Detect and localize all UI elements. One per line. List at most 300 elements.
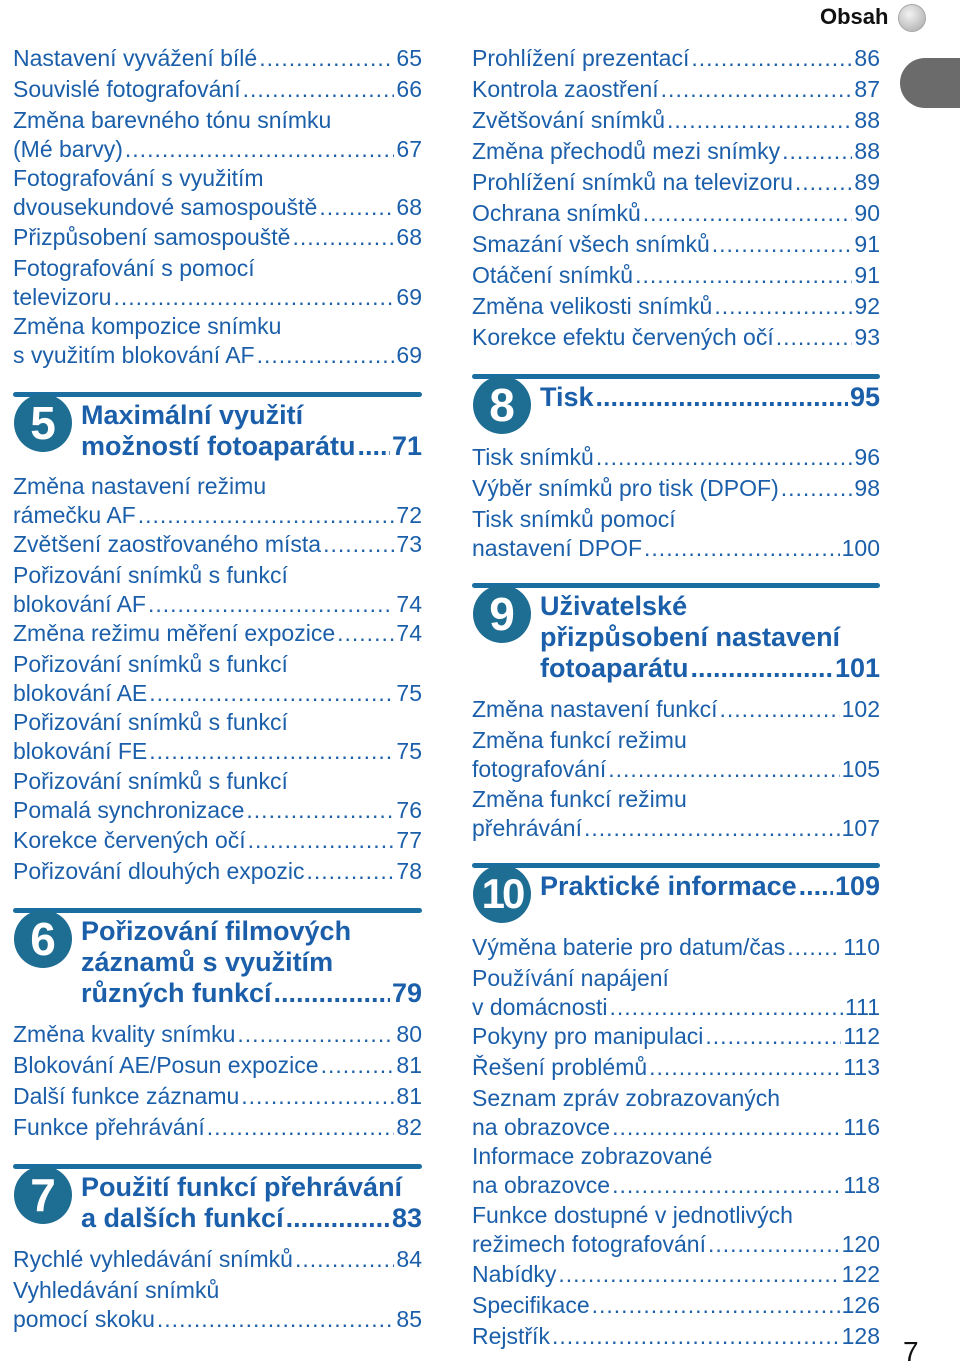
entry-page-number: 122 bbox=[841, 1261, 880, 1287]
toc-entry[interactable] bbox=[472, 1260, 880, 1289]
entry-page-number: 77 bbox=[396, 827, 422, 853]
toc-entry[interactable] bbox=[472, 1084, 880, 1142]
entry-title: Rychlé vyhledávání snímků bbox=[13, 1246, 293, 1272]
leader-dots bbox=[246, 796, 394, 825]
entry-page-number: 75 bbox=[396, 680, 422, 706]
entry-last-line bbox=[472, 261, 880, 290]
toc-entry[interactable] bbox=[13, 1245, 422, 1274]
entry-last-line bbox=[13, 826, 422, 855]
entry-last-line bbox=[472, 933, 880, 962]
entry-last-line bbox=[13, 590, 422, 619]
entry-title: Nastavení vyvážení bílé bbox=[13, 45, 258, 71]
leader-dots bbox=[552, 1322, 840, 1351]
chapter-title-line: Maximální využití bbox=[81, 400, 304, 430]
entry-title: Ochrana snímků bbox=[472, 200, 641, 226]
entry-page-number: 126 bbox=[841, 1292, 880, 1318]
entry-page-number: 67 bbox=[396, 136, 422, 162]
entry-last-line bbox=[472, 534, 880, 563]
leader-dots bbox=[610, 993, 844, 1022]
chapter-rule bbox=[13, 908, 422, 913]
leader-dots bbox=[248, 826, 395, 855]
entry-page-number: 111 bbox=[845, 994, 880, 1020]
chapter-rule bbox=[13, 1164, 422, 1169]
leader-dots bbox=[612, 1171, 841, 1200]
entry-page-number: 81 bbox=[396, 1083, 422, 1109]
leader-dots bbox=[667, 106, 852, 135]
entry-title: Změna přechodů mezi snímky bbox=[472, 138, 781, 164]
toc-entry[interactable] bbox=[472, 443, 880, 472]
leader-dots bbox=[274, 978, 390, 1009]
entry-title-line: Změna funkcí režimu bbox=[472, 786, 687, 812]
entry-title: Funkce přehrávání bbox=[13, 1114, 205, 1140]
chapter-title bbox=[540, 871, 880, 902]
leader-dots bbox=[321, 1051, 395, 1080]
leader-dots bbox=[157, 1305, 395, 1334]
entry-page-number: 73 bbox=[396, 531, 422, 557]
entry-page-number: 120 bbox=[841, 1231, 880, 1257]
toc-entry[interactable] bbox=[13, 1113, 422, 1142]
entry-last-line bbox=[472, 1291, 880, 1320]
entry-last-line bbox=[13, 223, 422, 252]
leader-dots bbox=[149, 679, 394, 708]
entry-title-line: Změna kompozice snímku bbox=[13, 313, 282, 339]
chapter-title-line: Pořizování filmových bbox=[81, 916, 352, 946]
entry-last-line bbox=[13, 679, 422, 708]
leader-dots bbox=[259, 44, 394, 73]
entry-title: Další funkce záznamu bbox=[13, 1083, 240, 1109]
toc-entry[interactable] bbox=[472, 323, 880, 352]
toc-entry[interactable] bbox=[13, 472, 422, 530]
leader-dots bbox=[691, 44, 852, 73]
toc-entry[interactable] bbox=[472, 505, 880, 563]
entry-page-number: 87 bbox=[854, 76, 880, 102]
entry-title-line: Tisk snímků pomocí bbox=[472, 506, 676, 532]
entry-title: s využitím blokování AF bbox=[13, 342, 255, 368]
entry-title: Změna kvality snímku bbox=[13, 1021, 236, 1047]
chapter-number-badge: 8 bbox=[473, 376, 531, 434]
leader-dots bbox=[635, 261, 852, 290]
entry-page-number: 92 bbox=[854, 293, 880, 319]
leader-dots bbox=[799, 871, 833, 902]
toc-entry[interactable] bbox=[13, 826, 422, 855]
entry-title: Smazání všech snímků bbox=[472, 231, 710, 257]
leader-dots bbox=[292, 223, 394, 252]
entry-title: Změna velikosti snímků bbox=[472, 293, 713, 319]
leader-dots bbox=[113, 283, 394, 312]
toc-entry[interactable] bbox=[472, 933, 880, 962]
entry-title: (Mé barvy) bbox=[13, 136, 123, 162]
chapter-title-text: a dalších funkcí bbox=[81, 1203, 284, 1233]
entry-title: Rejstřík bbox=[472, 1323, 550, 1349]
chapter-title-last-line bbox=[81, 978, 422, 1009]
entry-page-number: 90 bbox=[854, 200, 880, 226]
toc-entry[interactable] bbox=[13, 1082, 422, 1111]
entry-title: blokování FE bbox=[13, 738, 148, 764]
entry-title: Pokyny pro manipulaci bbox=[472, 1023, 704, 1049]
entry-last-line bbox=[472, 106, 880, 135]
leader-dots bbox=[649, 1053, 841, 1082]
toc-entry[interactable] bbox=[472, 726, 880, 784]
entry-title-line: Seznam zpráv zobrazovaných bbox=[472, 1085, 781, 1111]
toc-entry[interactable] bbox=[472, 1322, 880, 1351]
toc-entry[interactable] bbox=[472, 1201, 880, 1259]
section-label: Obsah bbox=[820, 4, 889, 29]
entry-last-line bbox=[472, 168, 880, 197]
entry-title: Souvislé fotografování bbox=[13, 76, 241, 102]
leader-dots bbox=[358, 431, 390, 462]
entry-page-number: 86 bbox=[854, 45, 880, 71]
entry-title-line: Fotografování s pomocí bbox=[13, 255, 255, 281]
leader-dots bbox=[714, 292, 852, 321]
entry-title-line: Pořizování snímků s funkcí bbox=[13, 768, 288, 794]
leader-dots bbox=[776, 323, 853, 352]
entry-page-number: 85 bbox=[396, 1306, 422, 1332]
entry-last-line bbox=[472, 1322, 880, 1351]
entry-last-line bbox=[13, 193, 422, 222]
entry-last-line bbox=[472, 1230, 880, 1259]
entry-title: Nabídky bbox=[472, 1261, 557, 1287]
entry-last-line bbox=[472, 1113, 880, 1142]
entry-last-line bbox=[472, 1171, 880, 1200]
toc-entry[interactable] bbox=[13, 254, 422, 312]
entry-title: Zvětšení zaostřovaného místa bbox=[13, 531, 322, 557]
entry-page-number: 91 bbox=[854, 231, 880, 257]
entry-last-line bbox=[472, 230, 880, 259]
toc-entry[interactable] bbox=[472, 199, 880, 228]
leader-dots bbox=[719, 695, 839, 724]
leader-dots bbox=[307, 857, 395, 886]
entry-page-number: 68 bbox=[396, 224, 422, 250]
entry-page-number: 84 bbox=[396, 1246, 422, 1272]
entry-title: blokování AE bbox=[13, 680, 148, 706]
entry-last-line bbox=[472, 755, 880, 784]
toc-entry[interactable] bbox=[472, 261, 880, 290]
toc-entry[interactable] bbox=[472, 474, 880, 503]
chapter-tab-marker bbox=[900, 58, 960, 108]
entry-title: Zvětšování snímků bbox=[472, 107, 666, 133]
chapter-title bbox=[540, 591, 880, 684]
entry-page-number: 91 bbox=[854, 262, 880, 288]
entry-title: rámečku AF bbox=[13, 502, 136, 528]
toc-entry[interactable] bbox=[472, 137, 880, 166]
toc-entry[interactable] bbox=[13, 650, 422, 708]
toc-entry[interactable] bbox=[13, 44, 422, 73]
entry-last-line bbox=[13, 619, 422, 648]
toc-entry[interactable] bbox=[472, 44, 880, 73]
toc-entry[interactable] bbox=[472, 1142, 880, 1200]
entry-last-line bbox=[13, 135, 422, 164]
leader-dots bbox=[592, 1291, 840, 1320]
entry-title: režimech fotografování bbox=[472, 1231, 706, 1257]
entry-last-line bbox=[13, 501, 422, 530]
entry-title: Blokování AE/Posun expozice bbox=[13, 1052, 319, 1078]
chapter-title-text: fotoaparátu bbox=[540, 653, 689, 683]
entry-page-number: 78 bbox=[396, 858, 422, 884]
chapter-number-badge: 10 bbox=[473, 865, 531, 923]
entry-last-line bbox=[472, 199, 880, 228]
chapter-title-last-line bbox=[540, 382, 880, 413]
entry-page-number: 72 bbox=[396, 502, 422, 528]
chapter-page-number: 71 bbox=[391, 431, 422, 461]
toc-entry[interactable] bbox=[13, 561, 422, 619]
leader-dots bbox=[286, 1203, 390, 1234]
leader-dots bbox=[558, 1260, 839, 1289]
chapter-title-line: Použití funkcí přehrávání bbox=[81, 1172, 403, 1202]
entry-page-number: 88 bbox=[854, 107, 880, 133]
chapter-title-last-line bbox=[81, 431, 422, 462]
chapter-number-badge: 5 bbox=[14, 394, 72, 452]
leader-dots bbox=[705, 1022, 841, 1051]
entry-title: Změna nastavení funkcí bbox=[472, 696, 718, 722]
entry-last-line bbox=[472, 1022, 880, 1051]
chapter-rule bbox=[472, 863, 880, 868]
chapter-number-badge: 9 bbox=[473, 585, 531, 643]
chapter-title-text: různých funkcí bbox=[81, 978, 272, 1008]
entry-title-line: Vyhledávání snímků bbox=[13, 1277, 220, 1303]
leader-dots bbox=[584, 814, 840, 843]
toc-entry[interactable] bbox=[13, 1051, 422, 1080]
entry-last-line bbox=[13, 737, 422, 766]
entry-page-number: 110 bbox=[843, 934, 880, 960]
leader-dots bbox=[712, 230, 853, 259]
entry-page-number: 102 bbox=[841, 696, 880, 722]
entry-page-number: 116 bbox=[843, 1114, 880, 1140]
toc-entry[interactable] bbox=[13, 619, 422, 648]
entry-title: Korekce červených očí bbox=[13, 827, 246, 853]
entry-title: v domácnosti bbox=[472, 994, 608, 1020]
entry-title: Prohlížení snímků na televizoru bbox=[472, 169, 793, 195]
entry-page-number: 65 bbox=[396, 45, 422, 71]
toc-entry[interactable] bbox=[13, 164, 422, 222]
toc-entry[interactable] bbox=[472, 168, 880, 197]
entry-title: fotografování bbox=[472, 756, 607, 782]
entry-page-number: 68 bbox=[396, 194, 422, 220]
entry-page-number: 128 bbox=[841, 1323, 880, 1349]
entry-last-line bbox=[472, 695, 880, 724]
entry-title-line: Fotografování s využitím bbox=[13, 165, 264, 191]
entry-page-number: 88 bbox=[854, 138, 880, 164]
entry-title: Korekce efektu červených očí bbox=[472, 324, 774, 350]
toc-entry[interactable] bbox=[472, 230, 880, 259]
leader-dots bbox=[661, 75, 853, 104]
leader-dots bbox=[149, 737, 394, 766]
entry-last-line bbox=[13, 341, 422, 370]
toc-entry[interactable] bbox=[472, 785, 880, 843]
leader-dots bbox=[708, 1230, 840, 1259]
entry-title: Pomalá synchronizace bbox=[13, 797, 245, 823]
chapter-page-number: 95 bbox=[849, 382, 880, 412]
leader-dots bbox=[148, 590, 394, 619]
chapter-title-last-line bbox=[540, 871, 880, 902]
leader-dots bbox=[323, 530, 394, 559]
toc-entry[interactable] bbox=[472, 1022, 880, 1051]
chapter-title bbox=[81, 916, 422, 1009]
entry-page-number: 113 bbox=[843, 1054, 880, 1080]
entry-title-line: Pořizování snímků s funkcí bbox=[13, 651, 288, 677]
chapter-number-badge: 7 bbox=[14, 1166, 72, 1224]
entry-last-line bbox=[13, 530, 422, 559]
entry-title-line: Používání napájení bbox=[472, 965, 669, 991]
toc-entry[interactable] bbox=[13, 530, 422, 559]
entry-last-line bbox=[472, 1260, 880, 1289]
chapter-title-text: možností fotoaparátu bbox=[81, 431, 356, 461]
leader-dots bbox=[257, 341, 395, 370]
page-number: 7 bbox=[903, 1336, 919, 1367]
toc-entry[interactable] bbox=[13, 1276, 422, 1334]
toc-entry[interactable] bbox=[472, 106, 880, 135]
entry-last-line bbox=[13, 1051, 422, 1080]
toc-entry[interactable] bbox=[13, 708, 422, 766]
chapter-page-number: 109 bbox=[834, 871, 880, 901]
entry-title: na obrazovce bbox=[472, 1114, 611, 1140]
entry-title: dvousekundové samospouště bbox=[13, 194, 318, 220]
leader-dots bbox=[691, 653, 833, 684]
section-marker-icon bbox=[898, 4, 926, 32]
leader-dots bbox=[644, 534, 840, 563]
leader-dots bbox=[596, 382, 848, 413]
toc-entry[interactable] bbox=[13, 312, 422, 370]
entry-page-number: 74 bbox=[396, 591, 422, 617]
chapter-rule bbox=[472, 374, 880, 379]
chapter-title bbox=[540, 382, 880, 413]
leader-dots bbox=[237, 1020, 394, 1049]
entry-last-line bbox=[472, 292, 880, 321]
chapter-page-number: 83 bbox=[391, 1203, 422, 1233]
entry-title-line: Změna barevného tónu snímku bbox=[13, 107, 332, 133]
chapter-title-text: Tisk bbox=[540, 382, 594, 412]
entry-title: blokování AF bbox=[13, 591, 146, 617]
chapter-page-number: 79 bbox=[391, 978, 422, 1008]
entry-last-line bbox=[13, 1113, 422, 1142]
entry-title: Přizpůsobení samospouště bbox=[13, 224, 291, 250]
entry-title-line: Informace zobrazované bbox=[472, 1143, 713, 1169]
chapter-number-badge: 6 bbox=[14, 910, 72, 968]
entry-last-line bbox=[13, 857, 422, 886]
leader-dots bbox=[782, 137, 852, 166]
chapter-title-line: přizpůsobení nastavení bbox=[540, 622, 841, 652]
entry-last-line bbox=[13, 75, 422, 104]
entry-last-line bbox=[13, 283, 422, 312]
chapter-title-line: záznamů s využitím bbox=[81, 947, 334, 977]
entry-last-line bbox=[13, 44, 422, 73]
entry-title: na obrazovce bbox=[472, 1172, 611, 1198]
entry-last-line bbox=[472, 323, 880, 352]
toc-entry[interactable] bbox=[472, 964, 880, 1022]
leader-dots bbox=[787, 933, 841, 962]
toc-entry[interactable] bbox=[472, 75, 880, 104]
leader-dots bbox=[295, 1245, 394, 1274]
entry-title: Prohlížení prezentací bbox=[472, 45, 690, 71]
toc-entry[interactable] bbox=[13, 106, 422, 164]
entry-page-number: 96 bbox=[854, 444, 880, 470]
entry-page-number: 66 bbox=[396, 76, 422, 102]
chapter-rule bbox=[13, 392, 422, 397]
entry-last-line bbox=[13, 1245, 422, 1274]
entry-title: Pořizování dlouhých expozic bbox=[13, 858, 305, 884]
entry-title: televizoru bbox=[13, 284, 112, 310]
leader-dots bbox=[138, 501, 395, 530]
entry-title-line: Změna nastavení režimu bbox=[13, 473, 267, 499]
entry-page-number: 80 bbox=[396, 1021, 422, 1047]
entry-title-line: Pořizování snímků s funkcí bbox=[13, 562, 288, 588]
entry-last-line bbox=[13, 1020, 422, 1049]
entry-last-line bbox=[472, 1053, 880, 1082]
entry-page-number: 75 bbox=[396, 738, 422, 764]
entry-page-number: 69 bbox=[396, 342, 422, 368]
entry-last-line bbox=[472, 137, 880, 166]
entry-page-number: 118 bbox=[843, 1172, 880, 1198]
leader-dots bbox=[795, 168, 853, 197]
toc-entry[interactable] bbox=[472, 292, 880, 321]
toc-entry[interactable] bbox=[472, 695, 880, 724]
entry-title: Výběr snímků pro tisk (DPOF) bbox=[472, 475, 779, 501]
entry-title: Kontrola zaostření bbox=[472, 76, 659, 102]
entry-page-number: 69 bbox=[396, 284, 422, 310]
leader-dots bbox=[596, 443, 853, 472]
leader-dots bbox=[243, 75, 395, 104]
toc-entry[interactable] bbox=[13, 223, 422, 252]
entry-last-line bbox=[472, 993, 880, 1022]
chapter-page-number: 101 bbox=[834, 653, 880, 683]
chapter-title-last-line bbox=[81, 1203, 422, 1234]
toc-entry[interactable] bbox=[13, 767, 422, 825]
chapter-rule bbox=[472, 583, 880, 588]
entry-page-number: 100 bbox=[841, 535, 880, 561]
leader-dots bbox=[319, 193, 394, 222]
chapter-title-line: Uživatelské bbox=[540, 591, 688, 621]
chapter-title-last-line bbox=[540, 653, 880, 684]
chapter-title-text: Praktické informace bbox=[540, 871, 797, 901]
entry-title-line: Funkce dostupné v jednotlivých bbox=[472, 1202, 793, 1228]
entry-title: Změna režimu měření expozice bbox=[13, 620, 336, 646]
entry-page-number: 82 bbox=[396, 1114, 422, 1140]
leader-dots bbox=[241, 1082, 394, 1111]
entry-title-line: Změna funkcí režimu bbox=[472, 727, 687, 753]
entry-page-number: 89 bbox=[854, 169, 880, 195]
leader-dots bbox=[337, 619, 394, 648]
entry-last-line bbox=[472, 75, 880, 104]
entry-title: Řešení problémů bbox=[472, 1054, 648, 1080]
leader-dots bbox=[125, 135, 395, 164]
entry-title: nastavení DPOF bbox=[472, 535, 643, 561]
entry-page-number: 98 bbox=[854, 475, 880, 501]
entry-page-number: 105 bbox=[841, 756, 880, 782]
chapter-title bbox=[81, 400, 422, 462]
entry-last-line bbox=[472, 44, 880, 73]
entry-title: Otáčení snímků bbox=[472, 262, 634, 288]
toc-entry[interactable] bbox=[13, 1020, 422, 1049]
entry-last-line bbox=[472, 814, 880, 843]
entry-last-line bbox=[13, 1305, 422, 1334]
entry-last-line bbox=[472, 443, 880, 472]
entry-last-line bbox=[13, 796, 422, 825]
leader-dots bbox=[608, 755, 839, 784]
entry-last-line bbox=[472, 474, 880, 503]
leader-dots bbox=[207, 1113, 395, 1142]
leader-dots bbox=[643, 199, 853, 228]
toc-entry[interactable] bbox=[472, 1053, 880, 1082]
leader-dots bbox=[781, 474, 853, 503]
entry-page-number: 112 bbox=[843, 1023, 880, 1049]
entry-page-number: 76 bbox=[396, 797, 422, 823]
toc-entry[interactable] bbox=[13, 75, 422, 104]
leader-dots bbox=[612, 1113, 841, 1142]
toc-entry[interactable] bbox=[13, 857, 422, 886]
entry-title: Tisk snímků bbox=[472, 444, 594, 470]
entry-title-line: Pořizování snímků s funkcí bbox=[13, 709, 288, 735]
entry-page-number: 74 bbox=[396, 620, 422, 646]
toc-entry[interactable] bbox=[472, 1291, 880, 1320]
